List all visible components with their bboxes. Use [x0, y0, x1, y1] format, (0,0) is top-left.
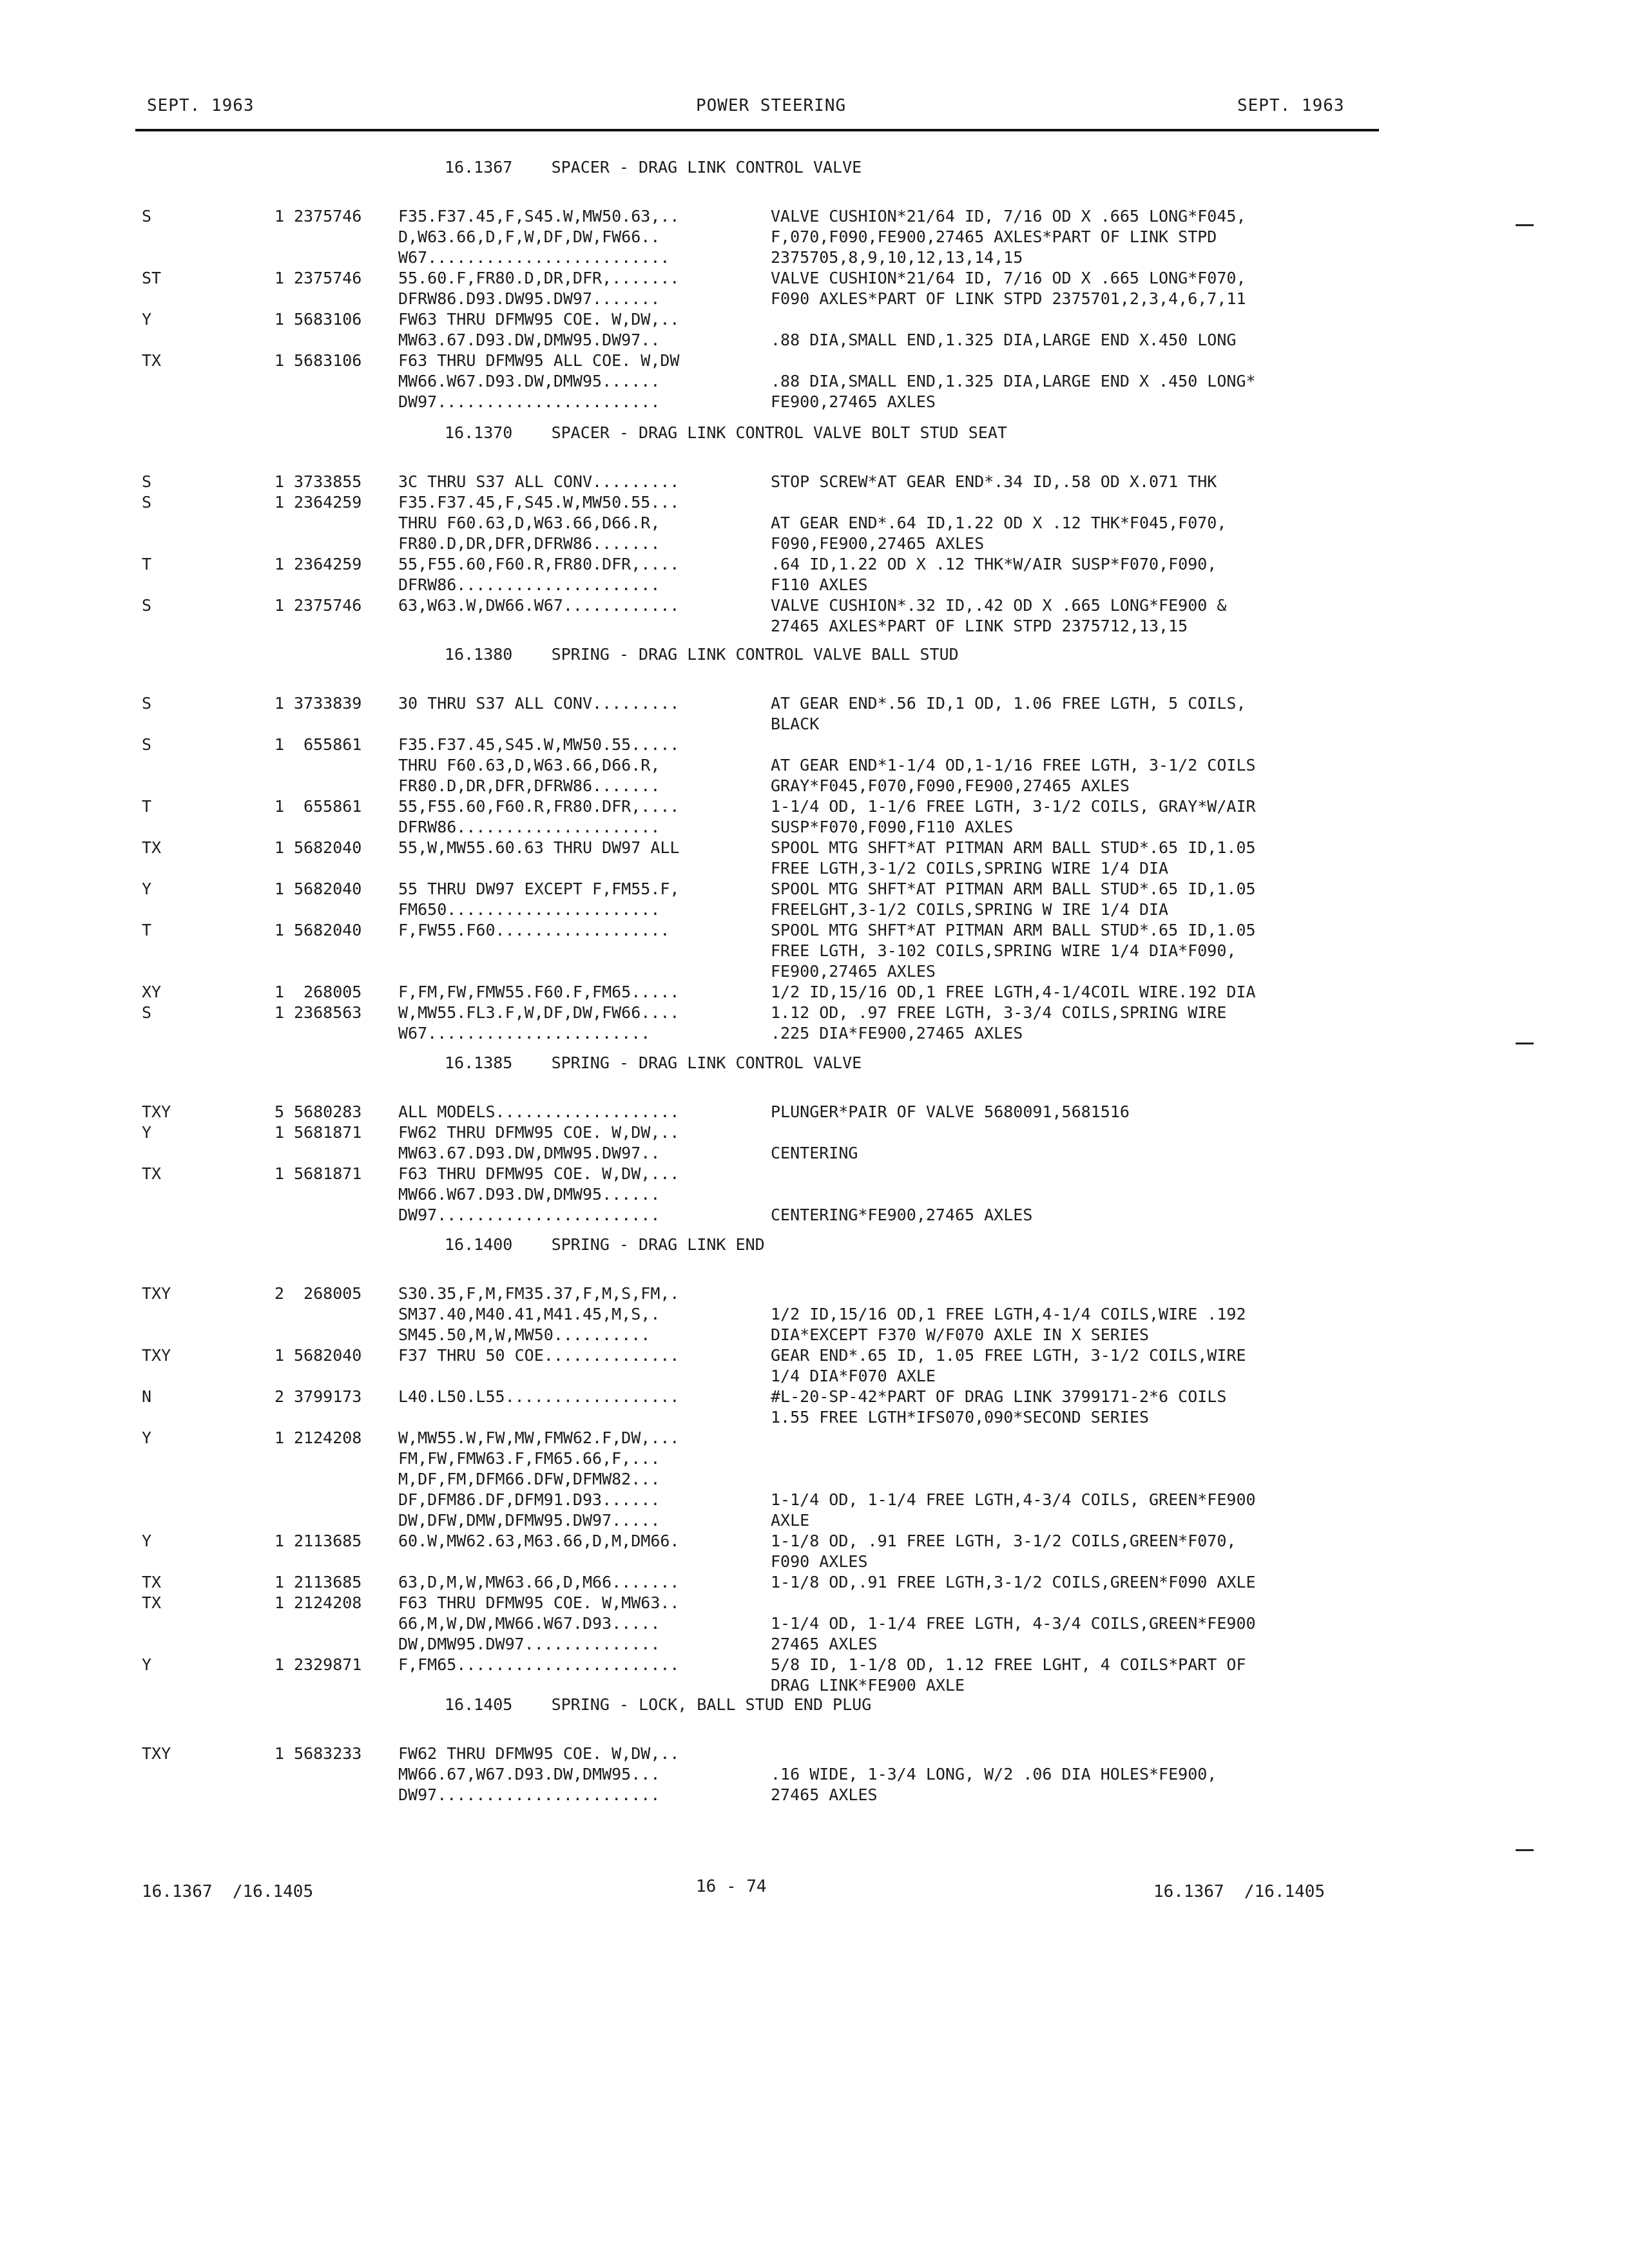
model-code: T: [142, 797, 152, 816]
application: F35.F37.45,F,S45.W,MW50.63,..: [398, 207, 680, 226]
quantity: 1: [275, 1003, 285, 1022]
model-code: S: [142, 472, 152, 491]
description: 1-1/4 OD, 1-1/6 FREE LGTH, 3-1/2 COILS, GRAY*W/AIR: [771, 797, 1256, 816]
part-row: [142, 472, 1392, 492]
description: F090 AXLES*PART OF LINK STPD 2375701,2,3,4,6,7,11: [771, 289, 1246, 308]
description: .16 WIDE, 1-3/4 LONG, W/2 .06 DIA HOLES*FE900,: [771, 1765, 1217, 1783]
application: F63 THRU DFMW95 COE. W,DW,...: [398, 1164, 680, 1183]
model-code: Y: [142, 1123, 152, 1142]
description: 1-1/4 OD, 1-1/4 FREE LGTH,4-3/4 COILS, GREEN*FE900: [771, 1490, 1256, 1509]
application: MW66.67,W67.D93.DW,DMW95...: [398, 1765, 660, 1783]
application: W,MW55.W,FW,MW,FMW62.F,DW,...: [398, 1428, 680, 1447]
description: F090,FE900,27465 AXLES: [771, 534, 985, 553]
part-row: [142, 1764, 1392, 1785]
part-row: [142, 1593, 1392, 1613]
application: DFRW86.....................: [398, 818, 660, 836]
margin-mark: [1516, 224, 1534, 226]
part-number: 5682040: [294, 1346, 362, 1365]
model-code: TXY: [142, 1102, 171, 1121]
description: .225 DIA*FE900,27465 AXLES: [771, 1024, 1023, 1043]
section-title: 16.1400 SPRING - DRAG LINK END: [445, 1235, 765, 1254]
description: 1-1/4 OD, 1-1/4 FREE LGTH, 4-3/4 COILS,GREEN*FE900: [771, 1614, 1256, 1633]
quantity: 1: [275, 1744, 285, 1763]
application: THRU F60.63,D,W63.66,D66.R,: [398, 756, 660, 774]
description: STOP SCREW*AT GEAR END*.34 ID,.58 OD X.071 THK: [771, 472, 1217, 491]
model-code: T: [142, 555, 152, 573]
part-row: [142, 1366, 1392, 1387]
part-row: [142, 575, 1392, 595]
model-code: TXY: [142, 1346, 171, 1365]
model-code: TXY: [142, 1744, 171, 1763]
margin-mark: [1516, 1043, 1534, 1044]
description: F110 AXLES: [771, 575, 868, 594]
quantity: 1: [275, 1573, 285, 1591]
application: F63 THRU DFMW95 ALL COE. W,DW: [398, 351, 680, 370]
application: DW,DFW,DMW,DFMW95.DW97.....: [398, 1511, 660, 1530]
part-number: 2368563: [294, 1003, 362, 1022]
section-title: 16.1380 SPRING - DRAG LINK CONTROL VALVE BALL STUD: [445, 645, 959, 664]
part-row: [142, 1785, 1392, 1805]
section-rows: [142, 1744, 1392, 1805]
quantity: 1: [275, 472, 285, 491]
quantity: 1: [275, 1532, 285, 1550]
application: DF,DFM86.DF,DFM91.D93......: [398, 1490, 660, 1509]
application: DFRW86.....................: [398, 575, 660, 594]
description: 5/8 ID, 1-1/8 OD, 1.12 FREE LGHT, 4 COILS*PART OF: [771, 1655, 1246, 1674]
application: D,W63.66,D,F,W,DF,DW,FW66..: [398, 227, 660, 246]
description: VALVE CUSHION*21/64 ID, 7/16 OD X .665 LONG*F045,: [771, 207, 1246, 226]
part-number: 5682040: [294, 921, 362, 939]
application: F35.F37.45,F,S45.W,MW50.55...: [398, 493, 680, 512]
description: SPOOL MTG SHFT*AT PITMAN ARM BALL STUD*.65 ID,1.05: [771, 921, 1256, 939]
description: AT GEAR END*.64 ID,1.22 OD X .12 THK*F045,F070,: [771, 514, 1227, 532]
part-number: 5681871: [294, 1164, 362, 1183]
description: GRAY*F045,F070,F090,FE900,27465 AXLES: [771, 776, 1130, 795]
application: W67.........................: [398, 248, 670, 267]
description: CENTERING*FE900,27465 AXLES: [771, 1206, 1033, 1224]
quantity: 2: [275, 1387, 285, 1406]
part-row: [142, 858, 1392, 879]
application: MW66.W67.D93.DW,DMW95......: [398, 1185, 660, 1204]
application: 55,W,MW55.60.63 THRU DW97 ALL: [398, 838, 680, 857]
description: SPOOL MTG SHFT*AT PITMAN ARM BALL STUD*.65 ID,1.05: [771, 838, 1256, 857]
application: FW62 THRU DFMW95 COE. W,DW,..: [398, 1744, 680, 1763]
part-row: [142, 693, 1392, 714]
part-row: [142, 1023, 1392, 1044]
part-row: [142, 1510, 1392, 1531]
part-row: [142, 920, 1392, 941]
application: FW63 THRU DFMW95 COE. W,DW,..: [398, 310, 680, 329]
application: F37 THRU 50 COE..............: [398, 1346, 680, 1365]
part-row: [142, 1345, 1392, 1366]
quantity: 1: [275, 351, 285, 370]
application: M,DF,FM,DFM66.DFW,DFMW82...: [398, 1470, 660, 1488]
part-number: 5680283: [294, 1102, 362, 1121]
part-number: 5683106: [294, 351, 362, 370]
part-row: [142, 1675, 1392, 1696]
model-code: XY: [142, 983, 162, 1001]
description: SPOOL MTG SHFT*AT PITMAN ARM BALL STUD*.65 ID,1.05: [771, 879, 1256, 898]
description: FREE LGTH, 3-102 COILS,SPRING WIRE 1/4 DIA*F090,: [771, 941, 1237, 960]
part-row: [142, 1655, 1392, 1675]
part-row: [142, 982, 1392, 1003]
part-row: [142, 1428, 1392, 1448]
application: 55 THRU DW97 EXCEPT F,FM55.F,: [398, 879, 680, 898]
part-number: 655861: [294, 735, 362, 754]
description: DRAG LINK*FE900 AXLE: [771, 1676, 965, 1695]
application: DW,DMW95.DW97..............: [398, 1635, 660, 1653]
part-row: [142, 1122, 1392, 1143]
application: 55,F55.60,F60.R,FR80.DFR,....: [398, 797, 680, 816]
part-row: [142, 1387, 1392, 1407]
description: FREELGHT,3-1/2 COILS,SPRING W IRE 1/4 DIA: [771, 900, 1169, 919]
description: AT GEAR END*.56 ID,1 OD, 1.06 FREE LGTH, 5 COILS,: [771, 694, 1246, 713]
quantity: 1: [275, 797, 285, 816]
part-number: 2375746: [294, 596, 362, 615]
application: FM650......................: [398, 900, 660, 919]
description: .64 ID,1.22 OD X .12 THK*W/AIR SUSP*F070,F090,: [771, 555, 1217, 573]
application: 55,F55.60,F60.R,FR80.DFR,....: [398, 555, 680, 573]
description: F,070,F090,FE900,27465 AXLES*PART OF LINK STPD: [771, 227, 1217, 246]
model-code: TX: [142, 1593, 162, 1612]
model-code: Y: [142, 1655, 152, 1674]
application: MW63.67.D93.DW,DMW95.DW97..: [398, 331, 660, 349]
part-row: [142, 1613, 1392, 1634]
description: GEAR END*.65 ID, 1.05 FREE LGTH, 3-1/2 COILS,WIRE: [771, 1346, 1246, 1365]
part-number: 655861: [294, 797, 362, 816]
quantity: 1: [275, 735, 285, 754]
application: 63,D,M,W,MW63.66,D,M66.......: [398, 1573, 680, 1591]
section-rows: [142, 1102, 1392, 1225]
application: FR80.D,DR,DFR,DFRW86.......: [398, 776, 660, 795]
part-row: [142, 492, 1392, 513]
model-code: TX: [142, 1573, 162, 1591]
model-code: TX: [142, 351, 162, 370]
part-row: [142, 330, 1392, 351]
application: F63 THRU DFMW95 COE. W,MW63..: [398, 1593, 680, 1612]
model-code: S: [142, 596, 152, 615]
application: 66,M,W,DW,MW66.W67.D93.....: [398, 1614, 660, 1633]
description: VALVE CUSHION*21/64 ID, 7/16 OD X .665 LONG*F070,: [771, 269, 1246, 287]
part-number: 2364259: [294, 555, 362, 573]
margin-mark: [1516, 1849, 1534, 1851]
quantity: 1: [275, 1593, 285, 1612]
part-row: [142, 838, 1392, 858]
model-code: S: [142, 735, 152, 754]
application: 30 THRU S37 ALL CONV.........: [398, 694, 680, 713]
part-row: [142, 755, 1392, 776]
part-row: [142, 595, 1392, 616]
part-number: 3733839: [294, 694, 362, 713]
quantity: 1: [275, 1655, 285, 1674]
part-number: 268005: [294, 983, 362, 1001]
description: 1.55 FREE LGTH*IFS070,090*SECOND SERIES: [771, 1408, 1149, 1427]
application: S30.35,F,M,FM35.37,F,M,S,FM,.: [398, 1284, 680, 1303]
section-title: 16.1385 SPRING - DRAG LINK CONTROL VALVE: [445, 1053, 862, 1072]
part-row: [142, 1164, 1392, 1184]
part-number: 5682040: [294, 838, 362, 857]
description: 2375705,8,9,10,12,13,14,15: [771, 248, 1023, 267]
header-date-right: SEPT. 1963: [1237, 96, 1345, 115]
application: F,FM65.......................: [398, 1655, 680, 1674]
description: FE900,27465 AXLES: [771, 392, 936, 411]
part-row: [142, 1407, 1392, 1428]
model-code: S: [142, 694, 152, 713]
part-row: [142, 227, 1392, 247]
model-code: N: [142, 1387, 152, 1406]
part-row: [142, 1325, 1392, 1345]
application: FW62 THRU DFMW95 COE. W,DW,..: [398, 1123, 680, 1142]
part-number: 2113685: [294, 1532, 362, 1550]
application: W67.......................: [398, 1024, 651, 1043]
quantity: 2: [275, 1284, 285, 1303]
part-number: 5682040: [294, 879, 362, 898]
description: VALVE CUSHION*.32 ID,.42 OD X .665 LONG*FE900 &: [771, 596, 1227, 615]
part-row: [142, 776, 1392, 796]
part-row: [142, 1744, 1392, 1764]
section-rows: [142, 1283, 1392, 1696]
section-title: 16.1405 SPRING - LOCK, BALL STUD END PLUG: [445, 1695, 872, 1714]
application: 3C THRU S37 ALL CONV.........: [398, 472, 680, 491]
description: 27465 AXLES*PART OF LINK STPD 2375712,13,15: [771, 617, 1188, 635]
page-number: 16 - 74: [696, 1877, 767, 1896]
application: 60.W,MW62.63,M63.66,D,M,DM66.: [398, 1532, 680, 1550]
header-rule: [135, 129, 1379, 131]
application: THRU F60.63,D,W63.66,D66.R,: [398, 514, 660, 532]
part-number: 2113685: [294, 1573, 362, 1591]
quantity: 1: [275, 1428, 285, 1447]
part-row: [142, 735, 1392, 755]
model-code: S: [142, 1003, 152, 1022]
model-code: ST: [142, 269, 162, 287]
section-title: 16.1370 SPACER - DRAG LINK CONTROL VALVE BOLT STUD SEAT: [445, 423, 1007, 442]
part-number: 3733855: [294, 472, 362, 491]
part-row: [142, 533, 1392, 554]
quantity: 1: [275, 493, 285, 512]
model-code: T: [142, 921, 152, 939]
model-code: TX: [142, 838, 162, 857]
quantity: 5: [275, 1102, 285, 1121]
part-row: [142, 247, 1392, 268]
section-rows: [142, 693, 1392, 1044]
part-row: [142, 1003, 1392, 1023]
application: W,MW55.FL3.F,W,DF,DW,FW66....: [398, 1003, 680, 1022]
description: #L-20-SP-42*PART OF DRAG LINK 3799171-2*6 COILS: [771, 1387, 1227, 1406]
part-row: [142, 392, 1392, 412]
application: DFRW86.D93.DW95.DW97.......: [398, 289, 660, 308]
part-row: [142, 371, 1392, 392]
application: L40.L50.L55..................: [398, 1387, 680, 1406]
description: 27465 AXLES: [771, 1635, 878, 1653]
description: 1.12 OD, .97 FREE LGTH, 3-3/4 COILS,SPRING WIRE: [771, 1003, 1227, 1022]
part-row: [142, 1469, 1392, 1490]
quantity: 1: [275, 207, 285, 226]
part-row: [142, 1634, 1392, 1655]
description: FREE LGTH,3-1/2 COILS,SPRING WIRE 1/4 DIA: [771, 859, 1169, 878]
part-row: [142, 714, 1392, 735]
part-row: [142, 616, 1392, 637]
part-number: 5681871: [294, 1123, 362, 1142]
part-number: 5683106: [294, 310, 362, 329]
description: AXLE: [771, 1511, 810, 1530]
part-row: [142, 941, 1392, 961]
part-row: [142, 796, 1392, 817]
part-row: [142, 1552, 1392, 1572]
part-row: [142, 554, 1392, 575]
application: MW66.W67.D93.DW,DMW95......: [398, 372, 660, 390]
application: F,FM,FW,FMW55.F60.F,FM65.....: [398, 983, 680, 1001]
footer-range-left: 16.1367 /16.1405: [142, 1882, 314, 1901]
application: DW97.......................: [398, 1206, 660, 1224]
part-row: [142, 879, 1392, 899]
header-title: POWER STEERING: [696, 96, 847, 115]
quantity: 1: [275, 838, 285, 857]
model-code: S: [142, 493, 152, 512]
part-row: [142, 206, 1392, 227]
part-number: 3799173: [294, 1387, 362, 1406]
quantity: 1: [275, 1123, 285, 1142]
part-number: 2329871: [294, 1655, 362, 1674]
application: FR80.D,DR,DFR,DFRW86.......: [398, 534, 660, 553]
model-code: TXY: [142, 1284, 171, 1303]
part-row: [142, 1490, 1392, 1510]
quantity: 1: [275, 1346, 285, 1365]
model-code: Y: [142, 879, 152, 898]
application: MW63.67.D93.DW,DMW95.DW97..: [398, 1144, 660, 1162]
description: BLACK: [771, 715, 820, 733]
quantity: 1: [275, 1164, 285, 1183]
part-row: [142, 817, 1392, 838]
quantity: 1: [275, 555, 285, 573]
part-row: [142, 289, 1392, 309]
application: F,FW55.F60..................: [398, 921, 670, 939]
quantity: 1: [275, 879, 285, 898]
model-code: Y: [142, 1428, 152, 1447]
part-number: 2124208: [294, 1593, 362, 1612]
description: DIA*EXCEPT F370 W/F070 AXLE IN X SERIES: [771, 1325, 1149, 1344]
model-code: Y: [142, 310, 152, 329]
header-date-left: SEPT. 1963: [147, 96, 255, 115]
description: .88 DIA,SMALL END,1.325 DIA,LARGE END X .450 LONG*: [771, 372, 1256, 390]
description: AT GEAR END*1-1/4 OD,1-1/16 FREE LGTH, 3-1/2 COILS: [771, 756, 1256, 774]
description: 1-1/8 OD,.91 FREE LGTH,3-1/2 COILS,GREEN*F090 AXLE: [771, 1573, 1256, 1591]
part-row: [142, 899, 1392, 920]
description: 1/4 DIA*F070 AXLE: [771, 1367, 936, 1385]
part-row: [142, 1304, 1392, 1325]
description: .88 DIA,SMALL END,1.325 DIA,LARGE END X.450 LONG: [771, 331, 1237, 349]
application: SM37.40,M40.41,M41.45,M,S,.: [398, 1305, 660, 1323]
description: 1-1/8 OD, .91 FREE LGTH, 3-1/2 COILS,GREEN*F070,: [771, 1532, 1237, 1550]
application: DW97.......................: [398, 1785, 660, 1804]
part-row: [142, 309, 1392, 330]
application: 63,W63.W,DW66.W67............: [398, 596, 680, 615]
section-title: 16.1367 SPACER - DRAG LINK CONTROL VALVE: [445, 158, 862, 177]
quantity: 1: [275, 596, 285, 615]
part-number: 2375746: [294, 207, 362, 226]
application: F35.F37.45,S45.W,MW50.55.....: [398, 735, 680, 754]
part-row: [142, 1572, 1392, 1593]
quantity: 1: [275, 983, 285, 1001]
description: CENTERING: [771, 1144, 858, 1162]
section-rows: [142, 206, 1392, 412]
footer-range-right: 16.1367 /16.1405: [1153, 1882, 1325, 1901]
part-number: 2124208: [294, 1428, 362, 1447]
part-number: 2364259: [294, 493, 362, 512]
description: SUSP*F070,F090,F110 AXLES: [771, 818, 1014, 836]
quantity: 1: [275, 921, 285, 939]
part-row: [142, 351, 1392, 371]
description: 1/2 ID,15/16 OD,1 FREE LGTH,4-1/4COIL WIRE.192 DIA: [771, 983, 1256, 1001]
part-row: [142, 1102, 1392, 1122]
application: ALL MODELS...................: [398, 1102, 680, 1121]
description: PLUNGER*PAIR OF VALVE 5680091,5681516: [771, 1102, 1130, 1121]
description: F090 AXLES: [771, 1552, 868, 1571]
description: FE900,27465 AXLES: [771, 962, 936, 981]
part-number: 5683233: [294, 1744, 362, 1763]
application: DW97.......................: [398, 392, 660, 411]
quantity: 1: [275, 694, 285, 713]
description: 1/2 ID,15/16 OD,1 FREE LGTH,4-1/4 COILS,WIRE .192: [771, 1305, 1246, 1323]
application: FM,FW,FMW63.F,FM65.66,F,...: [398, 1449, 660, 1468]
part-row: [142, 961, 1392, 982]
part-row: [142, 1283, 1392, 1304]
part-row: [142, 1205, 1392, 1225]
application: 55.60.F,FR80.D,DR,DFR,.......: [398, 269, 680, 287]
part-row: [142, 1143, 1392, 1164]
part-row: [142, 1184, 1392, 1205]
application: SM45.50,M,W,MW50..........: [398, 1325, 651, 1344]
part-number: 2375746: [294, 269, 362, 287]
quantity: 1: [275, 310, 285, 329]
model-code: Y: [142, 1532, 152, 1550]
quantity: 1: [275, 269, 285, 287]
part-number: 268005: [294, 1284, 362, 1303]
part-row: [142, 1448, 1392, 1469]
part-row: [142, 1531, 1392, 1552]
model-code: S: [142, 207, 152, 226]
model-code: TX: [142, 1164, 162, 1183]
part-row: [142, 268, 1392, 289]
section-rows: [142, 472, 1392, 637]
description: 27465 AXLES: [771, 1785, 878, 1804]
part-row: [142, 513, 1392, 533]
